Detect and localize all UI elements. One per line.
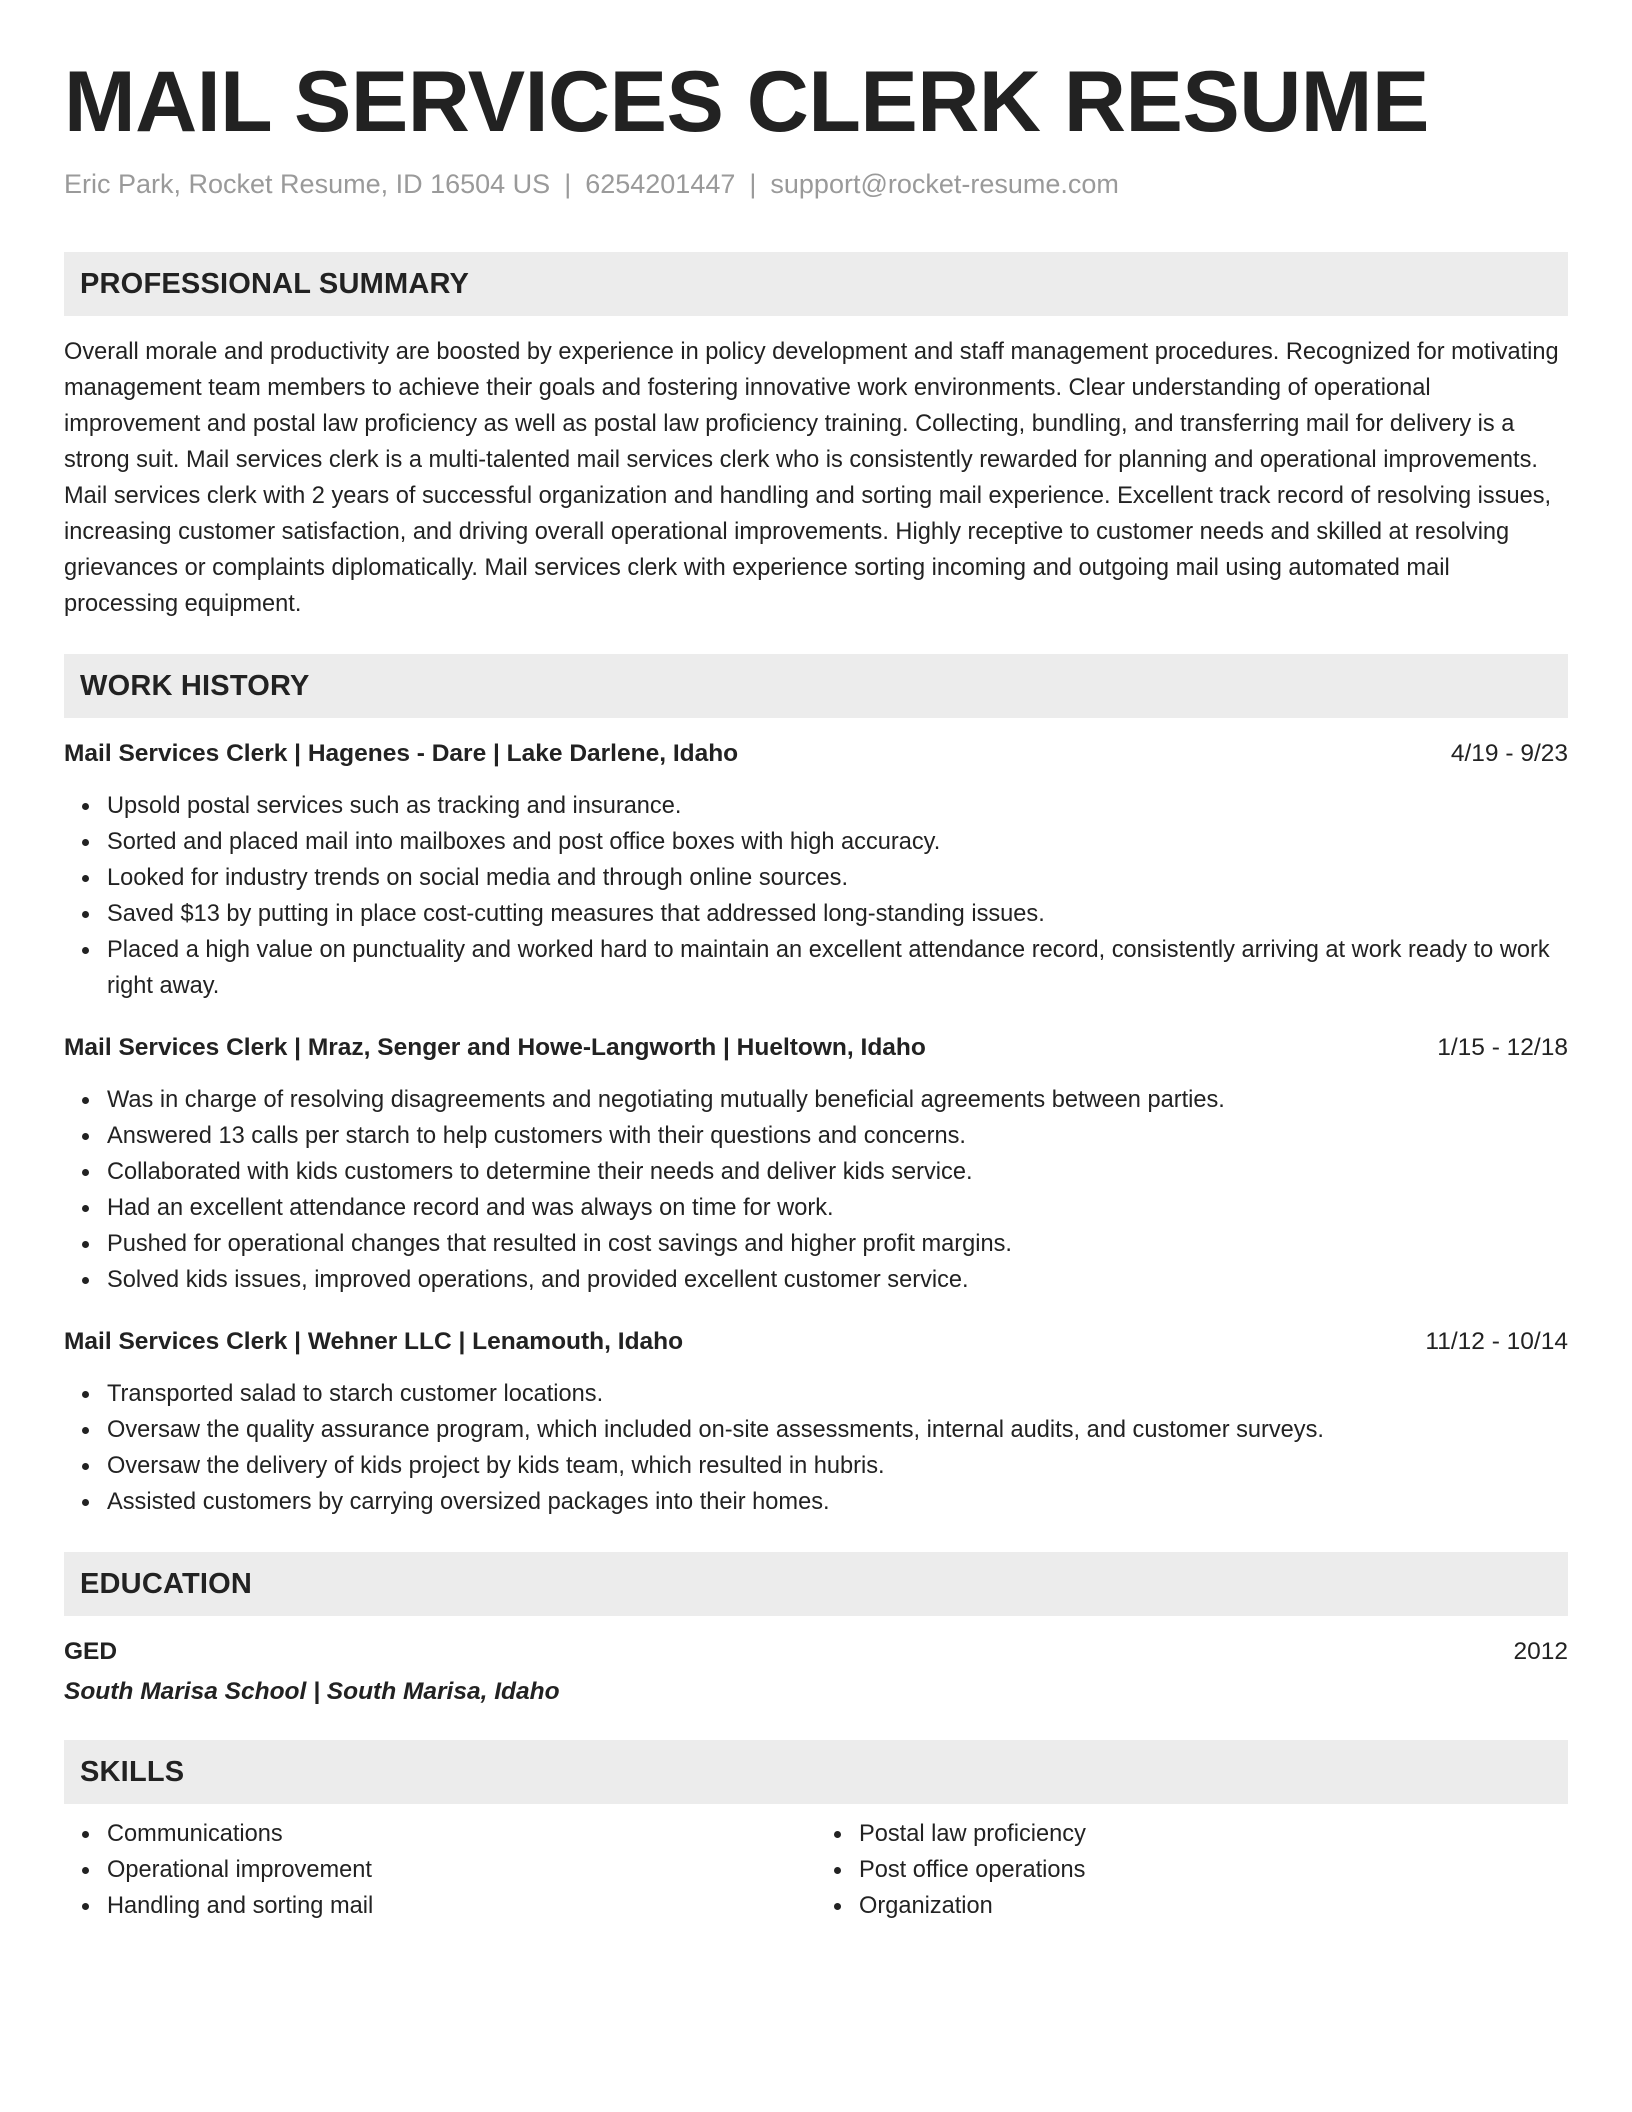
skill-item: Communications: [107, 1816, 816, 1852]
job-bullet: Transported salad to starch customer locations.: [107, 1376, 1568, 1412]
job-bullet: Pushed for operational changes that resulted in cost savings and higher profit margins.: [107, 1226, 1568, 1262]
contact-separator: |: [749, 169, 757, 199]
job-header: [64, 1324, 1568, 1360]
job-title: Mail Services Clerk | Mraz, Senger and Howe-Langworth | Hueltown, Idaho: [64, 1034, 926, 1061]
job-title: Mail Services Clerk | Hagenes - Dare | Lake Darlene, Idaho: [64, 740, 739, 767]
job-bullet: Was in charge of resolving disagreements and negotiating mutually beneficial agreements between parties.: [107, 1082, 1568, 1118]
job-bullet: Had an excellent attendance record and was always on time for work.: [107, 1190, 1568, 1226]
contact-separator: |: [564, 169, 572, 199]
skill-item: Operational improvement: [107, 1852, 816, 1888]
skills-column-left: [64, 1816, 816, 1924]
section-heading-summary: PROFESSIONAL SUMMARY: [64, 252, 1568, 316]
job-bullet: Collaborated with kids customers to determine their needs and deliver kids service.: [107, 1154, 1568, 1190]
education-year: 2012: [1513, 1638, 1568, 1665]
resume-title: MAIL SERVICES CLERK RESUME: [64, 54, 1429, 150]
contact-line: [64, 166, 1568, 202]
job-bullet: Upsold postal services such as tracking and insurance.: [107, 788, 1568, 824]
job-bullet: Assisted customers by carrying oversized packages into their homes.: [107, 1484, 1568, 1520]
contact-address: Eric Park, Rocket Resume, ID 16504 US: [64, 169, 551, 199]
job-bullet: Looked for industry trends on social media and through online sources.: [107, 860, 1568, 896]
job-bullets: [64, 1376, 1568, 1520]
job-bullet: Placed a high value on punctuality and worked hard to maintain an excellent attendance record, consistently arriving at work ready to work right away.: [107, 932, 1568, 1004]
skill-item: Handling and sorting mail: [107, 1888, 816, 1924]
job-bullet: Solved kids issues, improved operations, and provided excellent customer service.: [107, 1262, 1568, 1298]
job-bullet: Oversaw the delivery of kids project by kids team, which resulted in hubris.: [107, 1448, 1568, 1484]
job-bullet: Answered 13 calls per starch to help customers with their questions and concerns.: [107, 1118, 1568, 1154]
job-dates: 1/15 - 12/18: [1437, 1034, 1568, 1061]
job-entry: [64, 1324, 1568, 1520]
section-heading-education: EDUCATION: [64, 1552, 1568, 1616]
job-entry: [64, 1030, 1568, 1298]
job-bullet: Oversaw the quality assurance program, which included on-site assessments, internal audits, and customer surveys.: [107, 1412, 1568, 1448]
skill-item: Organization: [859, 1888, 1568, 1924]
education-school: South Marisa School | South Marisa, Idaho: [64, 1678, 560, 1705]
job-entry: [64, 736, 1568, 1004]
skills-column-right: [816, 1816, 1568, 1924]
job-header: [64, 1030, 1568, 1066]
job-dates: 11/12 - 10/14: [1425, 1328, 1568, 1355]
education-header: [64, 1634, 1568, 1670]
education-degree: GED: [64, 1638, 118, 1665]
job-header: [64, 736, 1568, 772]
summary-paragraph: Overall morale and productivity are boosted by experience in policy development and staff management procedures. Recognized for motivating management team members to achieve their goals and fostering innovative work environments. Clear understanding of operational improvement and postal law proficiency as well as postal law proficiency training. Collecting, bundling, and transferring mail for delivery is a strong suit. Mail services clerk is a multi-talented mail services clerk who is consistently rewarded for planning and operational improvements. Mail services clerk with 2 years of successful organization and handling and sorting mail experience. Excellent track record of resolving issues, increasing customer satisfaction, and driving overall operational improvements. Highly receptive to customer needs and skilled at resolving grievances or complaints diplomatically. Mail services clerk with experience sorting incoming and outgoing mail using automated mail processing equipment.: [64, 339, 1559, 617]
job-bullets: [64, 1082, 1568, 1298]
skills-list: [64, 1816, 1568, 1924]
job-dates: 4/19 - 9/23: [1450, 740, 1568, 767]
education-entry: [64, 1634, 1568, 1710]
job-bullet: Sorted and placed mail into mailboxes and post office boxes with high accuracy.: [107, 824, 1568, 860]
skill-item: Post office operations: [859, 1852, 1568, 1888]
job-title: Mail Services Clerk | Wehner LLC | Lenamouth, Idaho: [64, 1328, 684, 1355]
section-heading-skills: SKILLS: [64, 1740, 1568, 1804]
contact-phone: 6254201447: [585, 169, 736, 199]
section-heading-work-history: WORK HISTORY: [64, 654, 1568, 718]
job-bullet: Saved $13 by putting in place cost-cutting measures that addressed long-standing issues.: [107, 896, 1568, 932]
contact-email: support@rocket-resume.com: [770, 169, 1119, 199]
job-bullets: [64, 788, 1568, 1004]
skill-item: Postal law proficiency: [859, 1816, 1568, 1852]
